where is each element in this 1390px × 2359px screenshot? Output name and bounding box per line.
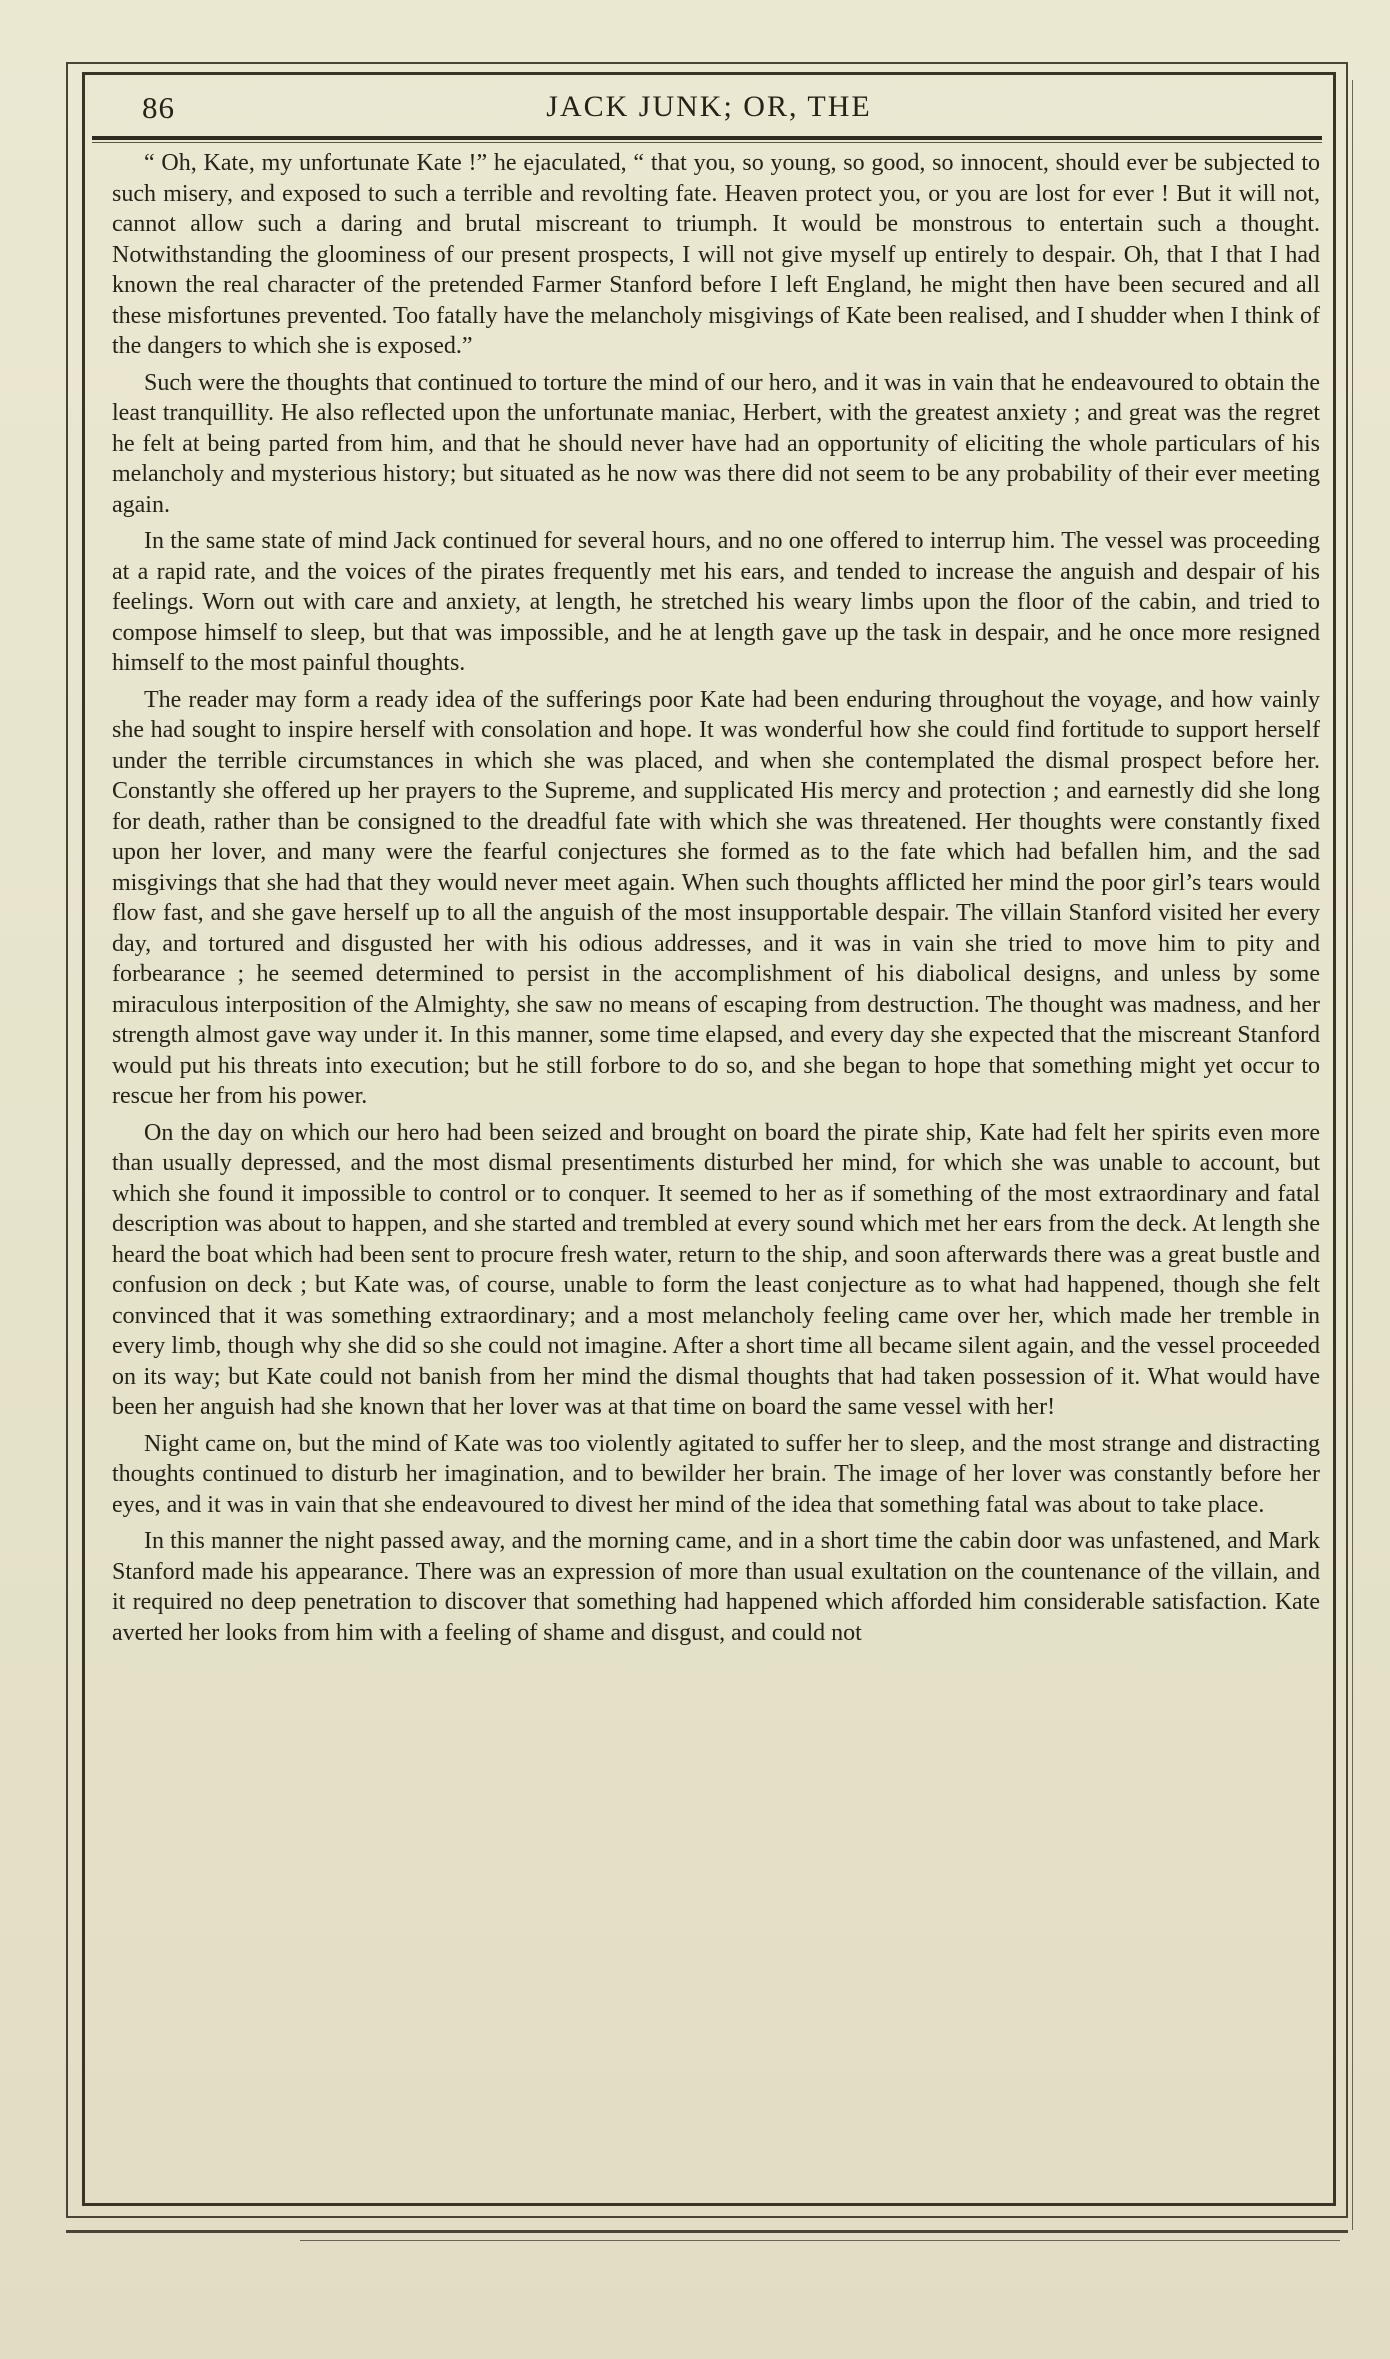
paragraph: Such were the thoughts that continued to torture the mind of our hero, and it was in vain that he endeavoured to obtain the least tranquillity. He also reflected upon the unfortunate maniac, Herbert, with the greatest anxiety ; and great was the regret he felt at being parted from him, and that he should never have had an opportunity of eliciting the whole particulars of his melancholy and mysterious history; but situated as he now was there did not seem to be any probability of their ever meeting again. [112,369,1320,518]
paragraph: “ Oh, Kate, my unfortunate Kate !” he ejaculated, “ that you, so young, so good, so innocent, should ever be subjected to such misery, and exposed to such a terrible and revolting fate. Heaven protect you, or you are lost for ever ! But it will not, cannot allow such a daring and brutal miscreant to triumph. It would be monstrous to entertain such a thought. Notwithstanding the gloominess of our present prospects, I will not give myself up entirely to despair. Oh, that I that I had known the real character of the pretended Farmer Stanford before I left England, he might then have been secured and all these misfortunes prevented. Too fatally have the melancholy misgivings of Kate been realised, and I shudder when I think of the dangers to which she is exposed.” [112,150,1320,359]
header-rule [92,136,1322,140]
margin-rule [1352,80,1353,2230]
paragraph: On the day on which our hero had been seized and brought on board the pirate ship, Kate had felt her spirits even more than usually depressed, and the most dismal presentiments disturbed her mind, for which she was unable to account, but which she found it impossible to control or to conquer. It seemed to her as if something of the most extraordinary and fatal description was about to happen, and she started and trembled at every sound which met her ears from the deck. At length she heard the boat which had been sent to procure fresh water, return to the ship, and soon afterwards there was a great bustle and confusion on deck ; but Kate was, of course, unable to form the least conjecture as to what had happened, though she felt convinced that it was something extraordinary; and a most melancholy feeling came over her, which made her tremble in every limb, though why she did so she could not imagine. After a short time all became silent again, and the vessel proceeded on its way; but Kate could not banish from her mind the dismal thoughts that had taken possession of it. What would have been her anguish had she known that her lover was at that time on board the same vessel with her! [112,1119,1320,1420]
footer-rule-thin [300,2240,1340,2241]
body-text [112,148,1320,2208]
paragraph: The reader may form a ready idea of the sufferings poor Kate had been enduring throughout the voyage, and how vainly she had sought to inspire herself with consolation and hope. It was wonderful how she could find fortitude to support herself under the terrible circumstances in which she was placed, and when she contemplated the dismal prospect before her. Constantly she offered up her prayers to the Supreme, and supplicated His mercy and protection ; and earnestly did she long for death, rather than be consigned to the dreadful fate with which she was threatened. Her thoughts were constantly fixed upon her lover, and many were the fearful conjectures she formed as to the fate which had befallen him, and the sad misgivings that she had that they would never meet again. When such thoughts afflicted her mind the poor girl’s tears would flow fast, and she gave herself up to all the anguish of the most insupportable despair. The villain Stanford visited her every day, and tortured and disgusted her with his odious addresses, and it was in vain she tried to move him to pity and forbearance ; he seemed determined to persist in the accomplishment of his diabolical designs, and unless by some miraculous interposition of the Almighty, she saw no means of escaping from destruction. The thought was madness, and her strength almost gave way under it. In this manner, some time elapsed, and every day she expected that the miscreant Stanford would put his threats into execution; but he still forbore to do so, and she began to hope that something might yet occur to rescue her from his power. [112,686,1320,1109]
paragraph: In the same state of mind Jack continued for several hours, and no one offered to interrup him. The vessel was proceeding at a rapid rate, and the voices of the pirates frequently met his ears, and tended to increase the anguish and despair of his feelings. Worn out with care and anxiety, at length, he stretched his weary limbs upon the floor of the cabin, and tried to compose himself to sleep, but that was impossible, and he at length gave up the task in despair, and he once more resigned himself to the most painful thoughts. [112,528,1320,676]
header-rule-thin [92,142,1322,143]
footer-rule [66,2230,1348,2233]
running-head: JACK JUNK; OR, THE [546,90,872,123]
paragraph: Night came on, but the mind of Kate was too violently agitated to suffer her to sleep, and the most strange and distracting thoughts continued to disturb her imagination, and to bewilder her brain. The image of her lover was constantly before her eyes, and it was in vain that she endeavoured to divest her mind of the idea that something fatal was about to take place. [112,1430,1320,1518]
paragraph: In this manner the night passed away, and the morning came, and in a short time the cabin door was unfastened, and Mark Stanford made his appearance. There was an expression of more than usual exultation on the countenance of the villain, and it required no deep penetration to discover that something had happened which afforded him considerable satisfaction. Kate averted her looks from him with a feeling of shame and disgust, and could not [112,1528,1320,1646]
page-header [82,82,1336,136]
page-number: 86 [142,90,175,125]
